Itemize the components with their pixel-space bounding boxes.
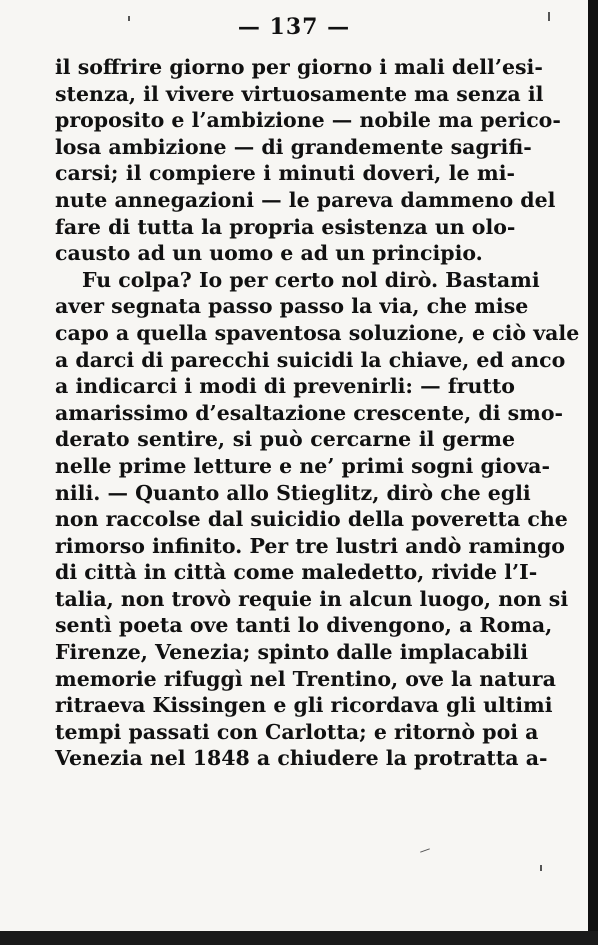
text-line: memorie rifuggì nel Trentino, ove la natura [55, 666, 556, 691]
text-line: talia, non trovò requie in alcun luogo, non si [55, 586, 569, 611]
text-line: amarissimo d’esaltazione crescente, di smo- [55, 400, 564, 425]
scan-speck [540, 865, 542, 871]
paragraph-start-line: Fu colpa? Io per certo nol dirò. Bastami [82, 267, 540, 292]
scan-speck [420, 848, 430, 852]
text-line: Firenze, Venezia; spinto dalle implacabili [55, 640, 529, 665]
text-line: causto ad un uomo e ad un principio. [55, 241, 483, 266]
text-line: Venezia nel 1848 a chiudere la protratta a- [55, 746, 548, 771]
scan-right-border [588, 0, 598, 945]
text-line: di città in città come maledetto, rivide l’I- [55, 560, 538, 585]
scan-speck [548, 12, 550, 21]
scan-speck [128, 16, 130, 21]
text-line: il soffrire giorno per giorno i mali dell’esi- [55, 55, 543, 79]
text-line: a darci di parecchi suicidi la chiave, ed anco [55, 347, 566, 372]
text-line: carsi; il compiere i minuti doveri, le mi- [55, 161, 515, 186]
text-line: capo a quella spaventosa soluzione, e ciò vale [55, 320, 580, 345]
text-line: fare di tutta la propria esistenza un olo- [55, 214, 516, 239]
text-line: sentì poeta ove tanti lo divengono, a Roma, [55, 613, 553, 638]
text-line: losa ambizione — di grandemente sagrifi- [55, 134, 532, 159]
body-text [55, 54, 580, 772]
text-line: nili. — Quanto allo Stieglitz, dirò che egli [55, 480, 531, 505]
text-line: non raccolse dal suicidio della poveretta che [55, 507, 568, 532]
text-line: derato sentire, si può cercarne il germe [55, 427, 515, 452]
text-line: proposito e l’ambizione — nobile ma perico- [55, 108, 561, 133]
page-number: — 137 — [237, 14, 351, 40]
text-line: aver segnata passo passo la via, che mise [55, 294, 529, 319]
text-line: stenza, il vivere virtuosamente ma senza il [55, 81, 544, 106]
text-line: ritraeva Kissingen e gli ricordava gli ultimi [55, 693, 553, 718]
text-line: nute annegazioni — le pareva dammeno del [55, 187, 556, 212]
text-line: nelle prime letture e ne’ primi sogni giova- [55, 453, 550, 478]
text-line: rimorso infinito. Per tre lustri andò ramingo [55, 533, 565, 558]
text-line: tempi passati con Carlotta; e ritornò poi a [55, 719, 539, 744]
text-line: a indicarci i modi di prevenirli: — frutto [55, 374, 515, 399]
scan-bottom-border [0, 931, 598, 945]
